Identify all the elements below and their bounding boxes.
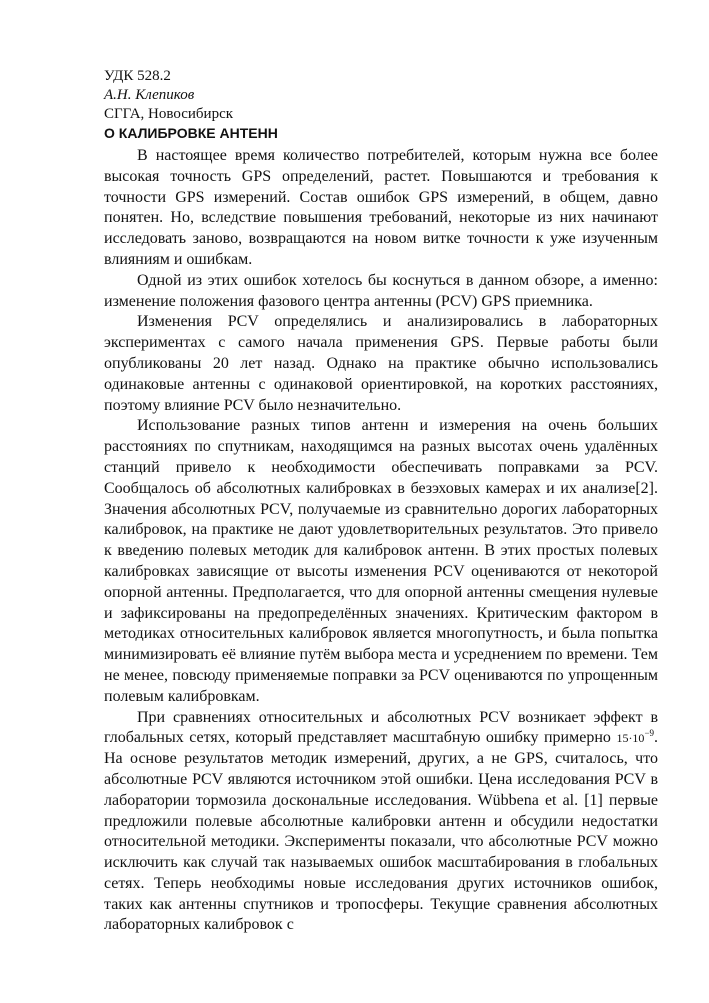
udc-code: УДК 528.2 — [104, 68, 171, 84]
affiliation: СГГА, Новосибирск — [104, 106, 234, 122]
article-header — [104, 67, 664, 124]
paragraph-5-end: . На основе результатов методик измерений, других, а не GPS, считалось, что абсолютные PCV являются источником этой ошибки. Цена исследования PCV в лаборатории тормозила доскональные исследования. Wübbena et al. [1] первые предложили полевые абсолютные калибровки антенн и обсудили недостатки относительной методики. Эксперименты показали, что абсолютные PCV можно исключить как случай так называемых ошибок масштабирования в глобальных сетях. Теперь необходимы новые исследования других источников ошибок, таких как антенны спутников и тропосферы. Текущие сравнения абсолютных лабораторных калибровок с — [104, 729, 659, 934]
formula-base: 15·10 — [616, 731, 645, 746]
author-name: А.Н. Клепиков — [104, 87, 195, 103]
paragraph-2: Одной из этих ошибок хотелось бы коснуться в данном обзоре, а именно: изменение положения фазового центра антенны (PCV) GPS приемника. — [104, 271, 658, 310]
paragraph-3: Изменения PCV определялись и анализировались в лабораторных экспериментах с самого начала применения GPS. Первые работы были опубликованы 20 лет назад. Однако на практике обычно использовались одинаковые антенны с одинаковой ориентировкой, на коротких расстояниях, поэтому влияние PCV было незначительно. — [104, 313, 658, 414]
paragraph-5-start: При сравнениях относительных и абсолютных PCV возникает эффект в глобальных сетях, который представляет масштабную ошибку примерно — [104, 708, 658, 747]
article-title: О КАЛИБРОВКЕ АНТЕНН — [104, 125, 278, 141]
paragraph-5 — [104, 708, 658, 937]
scale-error-formula — [616, 728, 655, 746]
paragraph-1: В настоящее время количество потребителей, которым нужна все более высокая точность GPS определений, растет. Повышаются и требования к точности GPS измерений. Состав ошибок GPS измерений, в общем, давно понятен. Но, вследствие повышения требований, некоторые из них начинают исследовать заново, возвращаются на новом витке точности к уже изученным влияниям и ошибкам. — [104, 147, 658, 268]
paragraph-4: Использование разных типов антенн и измерения на очень больших расстояниях по спутникам, находящимся на разных высотах очень удалённых станций привело к необходимости обеспечивать поправками за PCV. Сообщалось об абсолютных калибровках в безэховых камерах и их анализе[2]. Значения абсолютных PCV, получаемые из сравнительно дорогих лабораторных калибровок, на практике не дают удовлетворительных результатов. Это привело к введению полевых методик для калибровок антенн. В этих простых полевых калибровках зависящие от высоты изменения PCV оцениваются от некоторой опорной антенны. Предполагается, что для опорной антенны смещения нулевые и зафиксированы на предопределённых значениях. Критическим фактором в методиках относительных калибровок является многопутность, и была попытка минимизировать её влияние путём выбора места и усреднением по времени. Тем не менее, повсюду применяемые поправки за PCV оцениваются по упрощенным полевым калибровкам. — [104, 417, 658, 705]
formula-exponent: −9 — [644, 728, 655, 739]
article-body — [104, 146, 658, 936]
